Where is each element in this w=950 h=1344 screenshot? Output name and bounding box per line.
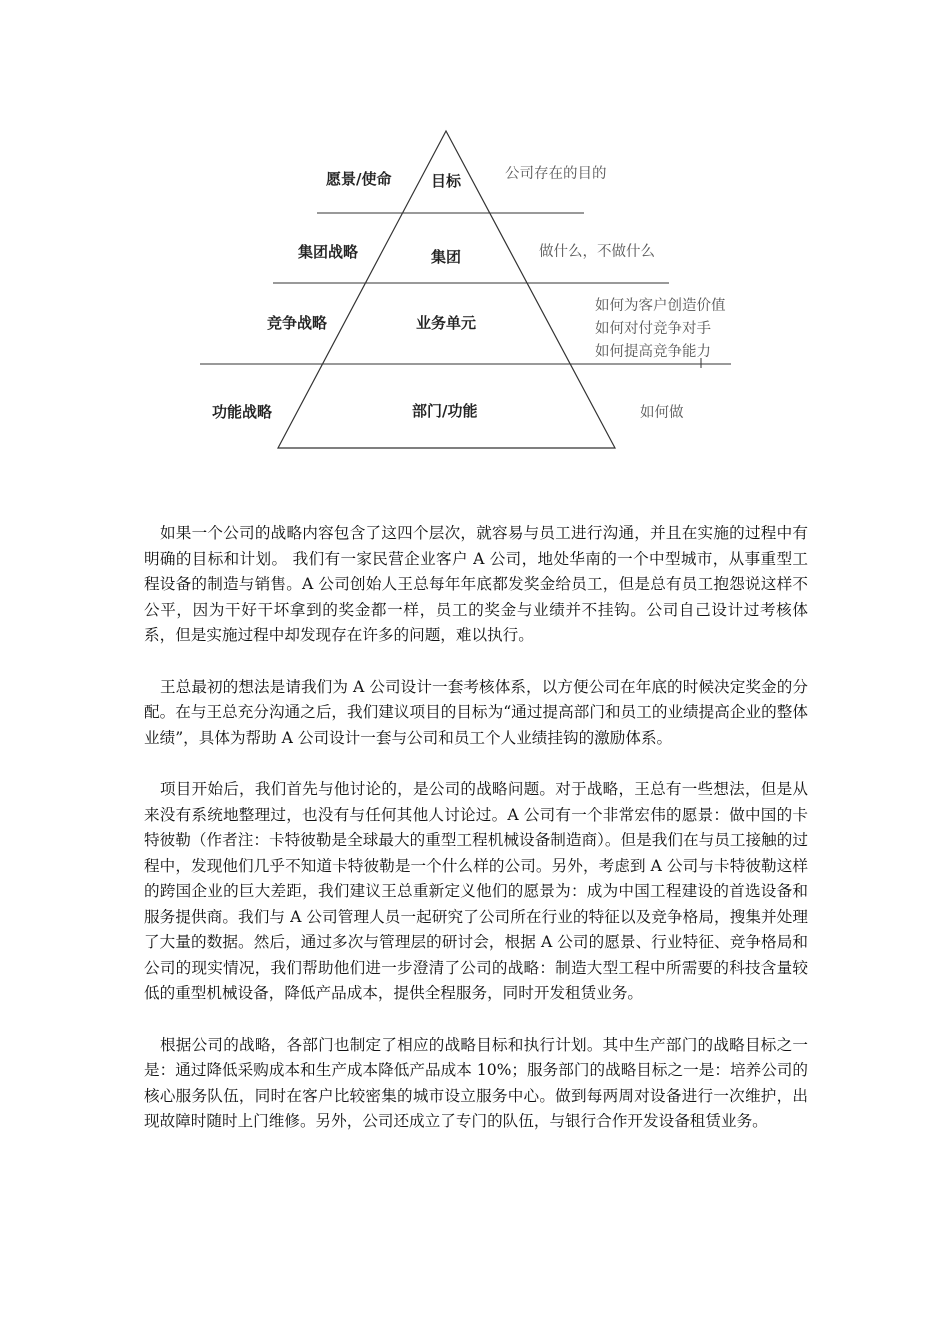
level-3-meaning-2: 如何对付竞争对手 <box>595 321 711 337</box>
paragraph-1: 如果一个公司的战略内容包含了这四个层次，就容易与员工进行沟通，并且在实施的过程中有明确的目标和计划。 我们有一家民营企业客户 A 公司，地处华南的一个中型城市，从事重型工程设备的制造与销售。A 公司创始人王总每年年底都发奖金给员工，但是总有员工抱怨说这样不公平，因为干好干坏拿到的奖金都一样，员工的奖金与业绩并不挂钩。公司自己设计过考核体系，但是实施过程中却发现存在许多的问题，难以执行。 <box>144 524 808 644</box>
strategy-pyramid-diagram <box>0 0 950 470</box>
level-1-meaning: 公司存在的目的 <box>505 166 607 182</box>
level-4-strategy: 功能战略 <box>212 403 273 421</box>
level-3-object: 业务单元 <box>416 314 477 332</box>
level-2-object: 集团 <box>431 248 462 266</box>
level-4-meaning: 如何做 <box>640 405 684 421</box>
paragraph-4: 根据公司的战略，各部门也制定了相应的战略目标和执行计划。其中生产部门的战略目标之一是：通过降低采购成本和生产成本降低产品成本 10%；服务部门的战略目标之一是：培养公司的核心服务队伍，同时在客户比较密集的城市设立服务中心。做到每两周对设备进行一次维护，出现故障时随时上门维修。另外，公司还成立了专门的队伍，与银行合作开发设备租赁业务。 <box>144 1035 808 1130</box>
level-1-object: 目标 <box>431 172 462 190</box>
level-2-meaning: 做什么，不做什么 <box>539 244 655 260</box>
paragraph-2: 王总最初的想法是请我们为 A 公司设计一套考核体系，以方便公司在年底的时候决定奖金的分配。在与王总充分沟通之后，我们建议项目的目标为“通过提高部门和员工的业绩提高企业的整体业绩”，具体为帮助 A 公司设计一套与公司和员工个人业绩挂钩的激励体系。 <box>144 677 808 747</box>
level-4-object: 部门/功能 <box>412 402 478 420</box>
level-3-strategy: 竞争战略 <box>267 314 328 332</box>
level-3-meaning-1: 如何为客户创造价值 <box>595 298 726 314</box>
level-1-strategy: 愿景/使命 <box>326 170 392 188</box>
level-2-strategy: 集团战略 <box>298 243 359 261</box>
level-3-meaning-3: 如何提高竞争能力 <box>595 344 711 360</box>
article-body <box>144 521 808 1161</box>
paragraph-3: 项目开始后，我们首先与他讨论的，是公司的战略问题。对于战略，王总有一些想法，但是从来没有系统地整理过，也没有与任何其他人讨论过。A 公司有一个非常宏伟的愿景：做中国的卡特彼勒（作者注：卡特彼勒是全球最大的重型工程机械设备制造商）。但是我们在与员工接触的过程中，发现他们几乎不知道卡特彼勒是一个什么样的公司。另外，考虑到 A 公司与卡特彼勒这样的跨国企业的巨大差距，我们建议王总重新定义他们的愿景为：成为中国工程建设的首选设备和服务提供商。我们与 A 公司管理人员一起研究了公司所在行业的特征以及竞争格局，搜集并处理了大量的数据。然后，通过多次与管理层的研讨会，根据 A 公司的愿景、行业特征、竞争格局和公司的现实情况，我们帮助他们进一步澄清了公司的战略：制造大型工程中所需要的科技含量较低的重型机械设备，降低产品成本，提供全程服务，同时开发租赁业务。 <box>144 780 808 1002</box>
